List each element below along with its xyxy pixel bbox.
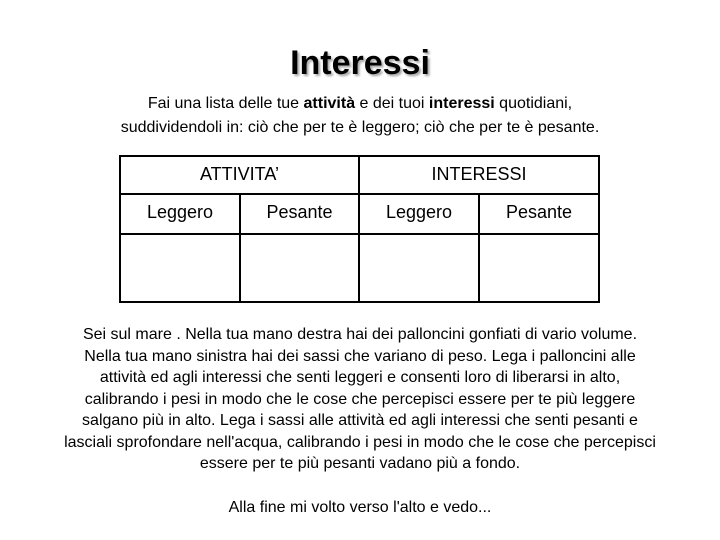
intro-attivita-bold: attività [303,95,356,112]
table-header-attivita: ATTIVITA’ [200,164,279,184]
paragraph-line: essere per te più pesanti vadano più a fondo. [199,455,521,472]
paragraph-line: Nella tua mano sinistra hai dei sassi che variano di peso. Lega i palloncini alle [84,347,636,365]
intro-text-c: e dei tuoi [355,95,429,112]
closing-line: Alla fine mi volto verso l'alto e vedo... [228,499,492,516]
table-cell-attivita-pesante[interactable] [241,235,358,301]
table-cell-interessi-leggero[interactable] [360,235,478,301]
table-subheader-interessi-pesante: Pesante [505,202,573,222]
table-subheader-attivita-pesante: Pesante [266,202,333,222]
table-subheader-interessi-leggero: Leggero [385,202,453,222]
intro-line-1 [0,92,720,116]
table-cell-interessi-pesante[interactable] [480,235,598,301]
meditation-paragraph [0,324,720,475]
paragraph-line: attività ed agli interessi che senti leggeri e consenti loro di liberarsi in alto, [99,369,621,386]
table-subheader-attivita-leggero: Leggero [146,202,214,222]
intro-text-a: Fai una lista delle tue [147,95,304,112]
paragraph-line: lasciali sprofondare nell'acqua, calibrando i pesi in modo che le cose che percepisci [64,433,656,451]
paragraph-line: salgano più in alto. Lega i sassi alle attività ed agli interessi che senti pesanti e [82,412,638,429]
intro-interessi-bold: interessi [428,95,495,112]
intro-text-e: quotidiani, [494,95,573,112]
table-header-interessi: INTERESSI [431,164,527,184]
intro-paragraph [0,92,720,140]
page-title: Interessi [290,44,430,82]
table-divider-horizontal-1 [121,193,598,195]
paragraph-line: calibrando i pesi in modo che le cose che percepisci essere per te più leggere [84,390,636,408]
activity-interest-table [119,155,600,303]
paragraph-line: Sei sul mare . Nella tua mano destra hai dei palloncini gonfiati di vario volume. [82,326,638,343]
table-cell-attivita-leggero[interactable] [121,235,239,301]
intro-line-2: suddividendoli in: ciò che per te è leggero; ciò che per te è pesante. [120,119,600,136]
